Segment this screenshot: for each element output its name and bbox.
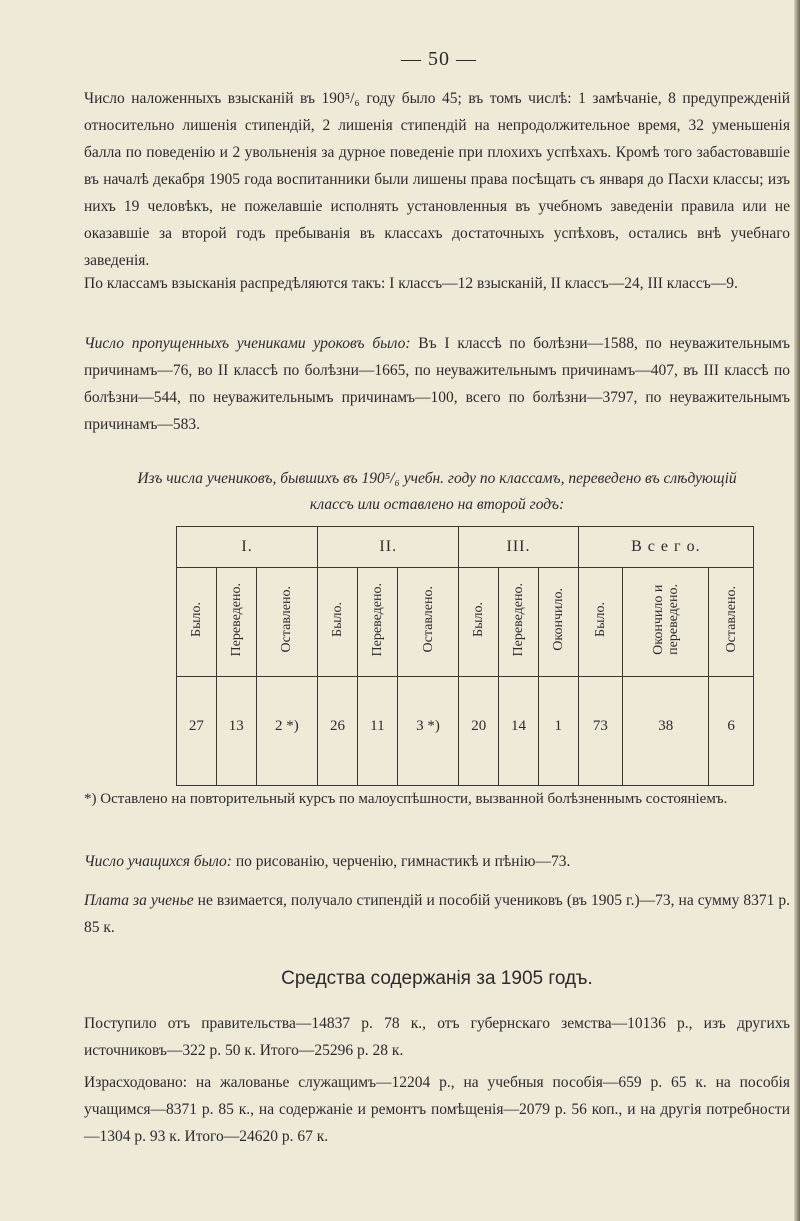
paragraph-income (84, 1010, 790, 1064)
table-cell: 3 *) (397, 677, 459, 786)
table-column-header: Было. (330, 602, 346, 637)
table-column-header: Было. (592, 602, 608, 637)
paragraph-text: Въ I классѣ по болѣзни—1588, по неуважительнымъ причинамъ—76, во II классѣ по болѣзни—1665, по неуважительнымъ причинамъ—407, въ III классѣ по болѣзни—544, по неуважительнымъ причинамъ—100, всего по болѣзни—3797, по неуважительнымъ причинамъ—583. (84, 335, 790, 433)
table-group-header: II. (318, 527, 459, 568)
table-cell: 6 (709, 677, 754, 786)
promotion-table (176, 526, 754, 774)
paragraph-text: по рисованію, черченію, гимнастикѣ и пѣнію—73. (231, 853, 571, 870)
table-column-header: Оставлено. (279, 586, 295, 653)
paragraph-penalties-by-class (84, 270, 790, 297)
paragraph-text: Израсходовано: на жалованье служащимъ—12204 р., на учебныя пособія—659 р. 65 к. на пособія учащимся—8371 р. 85 к., на содержаніе и ремонтъ помѣщенія—2079 р. 56 коп., и на другія потребности—1304 р. 93 к. Итого—24620 р. 67 к. (84, 1074, 790, 1145)
table-cell: 20 (459, 677, 499, 786)
table-cell: 11 (357, 677, 397, 786)
table-column-header: Окончило. (550, 588, 566, 651)
paragraph-students-count (84, 848, 790, 875)
table-column-header: Оставлено. (420, 586, 436, 653)
paragraph-expenses (84, 1069, 790, 1150)
table-footnote: *) Оставлено на повторительный курсъ по малоуспѣшности, вызванной болѣзненнымъ состояніемъ. (84, 791, 728, 807)
table-cell: 1 (538, 677, 578, 786)
table-group-header: III. (459, 527, 578, 568)
table-cell: 14 (499, 677, 539, 786)
section-heading: Средства содержанія за 1905 годъ. (281, 968, 593, 989)
paragraph-missed-lessons (84, 330, 790, 438)
paragraph-text: Число наложенныхъ взысканій въ 190⁵/₆ году было 45; въ томъ числѣ: 1 замѣчаніе, 8 предупрежденій относительно лишенія стипендій, 2 лишенія стипендій на непродолжительное время, 32 уменьшенія балла по поведенію и 2 увольненія за дурное поведеніе при плохихъ успѣхахъ. Кромѣ того забастовавшіе въ началѣ декабря 1905 года воспитанники были лишены права посѣщать съ января до Пасхи классы; изъ нихъ 19 человѣкъ, не пожелавшіе исполнять установленныя въ учебномъ заведеніи правила или не оказавшіе за второй годъ пребыванія въ классахъ достаточныхъ успѣховъ, остались внѣ учебнаго заведенія. (84, 90, 790, 269)
paragraph-lead: Плата за ученье (84, 892, 194, 909)
table-column-header: Было. (471, 602, 487, 637)
table-group-header: I. (177, 527, 318, 568)
table-column-header: Оставлено. (723, 586, 739, 653)
table-row (177, 677, 754, 786)
page-edge-shadow (794, 0, 800, 1221)
paragraph-tuition (84, 887, 790, 941)
table-column-header: Было. (188, 602, 204, 637)
table-cell: 27 (177, 677, 217, 786)
table-caption-line-1: Изъ числа учениковъ, бывшихъ въ 190⁵/₆ учебн. году по классамъ, переведено въ слѣдующій (137, 470, 737, 487)
table-cell: 73 (578, 677, 622, 786)
table-column-header: Переведено. (369, 582, 385, 657)
table-group-header: В с е г о. (578, 527, 753, 568)
table-column-header: Переведено. (228, 582, 244, 657)
paragraph-text: По классамъ взысканія распредѣляются такъ: I классъ—12 взысканій, II классъ—24, III классъ—9. (84, 275, 738, 292)
table-caption (84, 466, 790, 518)
page-number: — 50 — (401, 48, 477, 70)
table-column-header: Окончило и переведено. (650, 584, 681, 655)
paragraph-text: не взимается, получало стипендій и пособій учениковъ (въ 1905 г.)—73, на сумму 8371 р. 85 к. (84, 892, 790, 936)
table-column-header: Переведено. (511, 582, 526, 657)
paragraph-lead: Число учащихся было: (84, 853, 232, 870)
table-caption-line-2: классъ или оставлено на второй годъ: (309, 496, 565, 513)
table-cell: 38 (623, 677, 709, 786)
paragraph-text: Поступило отъ правительства—14837 р. 78 к., отъ губернскаго земства—10136 р., изъ другихъ источниковъ—322 р. 50 к. Итого—25296 р. 28 к. (84, 1015, 790, 1059)
table-cell: 26 (318, 677, 358, 786)
paragraph-penalties (84, 85, 790, 274)
paragraph-lead: Число пропущенныхъ учениками уроковъ было: (84, 335, 411, 352)
table-cell: 13 (216, 677, 256, 786)
table-cell: 2 *) (256, 677, 318, 786)
